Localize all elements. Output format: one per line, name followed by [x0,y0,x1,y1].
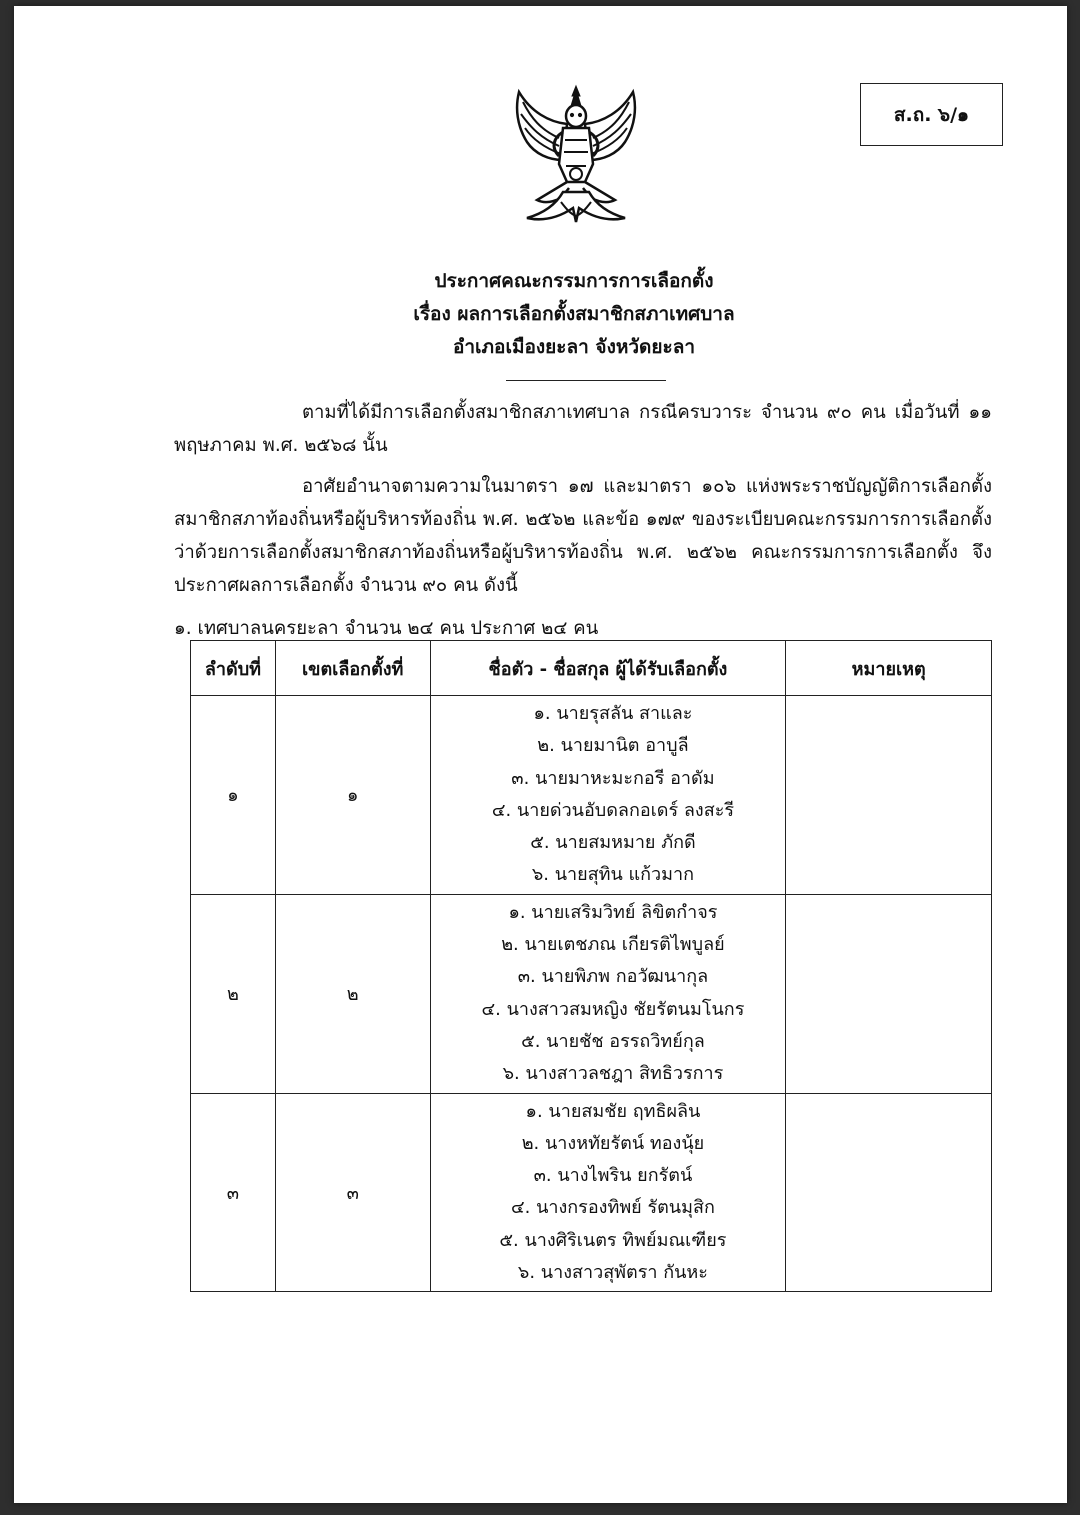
elected-name: ๖. นางสาวลชฎา สิทธิวรการ [502,1063,724,1085]
row-remarks [786,894,992,1093]
form-code-box [860,83,1003,146]
announcement-title: ประกาศคณะกรรมการการเลือกตั้ง [434,270,714,292]
elected-name: ๓. นายมาหะมะกอรี อาดัม [511,767,715,789]
announcement-location: อำเภอเมืองยะลา จังหวัดยะลา [452,336,696,358]
header-order: ลำดับที่ [191,641,276,696]
elected-name: ๕. นางศิริเนตร ทิพย์มณเฑียร [499,1229,727,1251]
elected-name: ๑. นายรุสลัน สาและ [533,703,693,724]
elected-name: ๓. นายพิภพ กอวัฒนากุล [517,966,709,988]
row-order: ๒ [191,894,276,1093]
elected-name: ๔. นายด่วนอับดลกอเดร์ ลงสะรี [491,799,735,821]
table-header-row [191,641,992,696]
header-names: ชื่อตัว - ชื่อสกุล ผู้ได้รับเลือกตั้ง [430,641,786,696]
garuda-emblem-icon [501,82,651,228]
title-divider [506,380,666,381]
section-title: ๑. เทศบาลนครยะลา จำนวน ๒๔ คน ประกาศ ๒๔ คน [174,618,599,639]
table-row [191,1093,992,1292]
row-names [430,696,786,895]
elected-name: ๒. นายเตชภณ เกียรติไพบูลย์ [501,934,725,956]
paragraph-authority: อาศัยอำนาจตามความในมาตรา ๑๗ และมาตรา ๑๐๖ แห่งพระราชบัญญัติการเลือกตั้งสมาชิกสภาท้องถิ่นหรือผู้บริหารท้องถิ่น พ.ศ. ๒๕๖๒ และข้อ ๑๗๙ ของระเบียบคณะกรรมการการเลือกตั้ง ว่าด้วยการเลือกตั้งสมาชิกสภาท้องถิ่นหรือผู้บริหารท้องถิ่น พ.ศ. ๒๕๖๒ คณะกรรมการการเลือกตั้ง จึงประกาศผลการเลือกตั้ง จำนวน ๙๐ คน ดังนี้ [174,476,992,596]
elected-name: ๔. นางสาวสมหญิง ชัยรัตนมโนกร [481,998,745,1020]
elected-name: ๕. นายสมหมาย ภักดี [530,832,696,854]
header-remarks: หมายเหตุ [786,641,992,696]
elected-name: ๖. นายสุทิน แก้วมาก [531,864,695,886]
table-row [191,894,992,1093]
results-table [190,640,992,1292]
table-row [191,696,992,895]
paragraph-intro: ตามที่ได้มีการเลือกตั้งสมาชิกสภาเทศบาล กรณีครบวาระ จำนวน ๙๐ คน เมื่อวันที่ ๑๑ พฤษภาคม พ.ศ. ๒๕๖๘ นั้น [174,402,992,456]
form-code: ส.ถ. ๖/๑ [893,103,970,126]
row-order: ๓ [191,1093,276,1292]
elected-name: ๑. นายสมชัย ฤทธิผลิน [525,1100,701,1122]
elected-name: ๒. นายมานิต อาบูลี [537,735,689,757]
row-order: ๑ [191,696,276,895]
row-district: ๓ [275,1093,430,1292]
header-district: เขตเลือกตั้งที่ [275,641,430,696]
row-names [430,1093,786,1292]
elected-name: ๓. นางไพริน ยกรัตน์ [533,1165,693,1187]
elected-name: ๑. นายเสริมวิทย์ ลิขิตกำจร [508,901,718,923]
row-district: ๒ [275,894,430,1093]
row-remarks [786,696,992,895]
row-names [430,894,786,1093]
row-district: ๑ [275,696,430,895]
document-page [14,6,1067,1503]
elected-name: ๖. นางสาวสุพัตรา กันหะ [517,1262,708,1284]
elected-name: ๕. นายชัช อรรถวิทย์กุล [521,1030,705,1052]
elected-name: ๔. นางกรองทิพย์ รัตนมุสิก [511,1197,715,1219]
elected-name: ๒. นางหทัยรัตน์ ทองนุ้ย [521,1132,705,1154]
announcement-subject: เรื่อง ผลการเลือกตั้งสมาชิกสภาเทศบาล [413,303,735,325]
row-remarks [786,1093,992,1292]
